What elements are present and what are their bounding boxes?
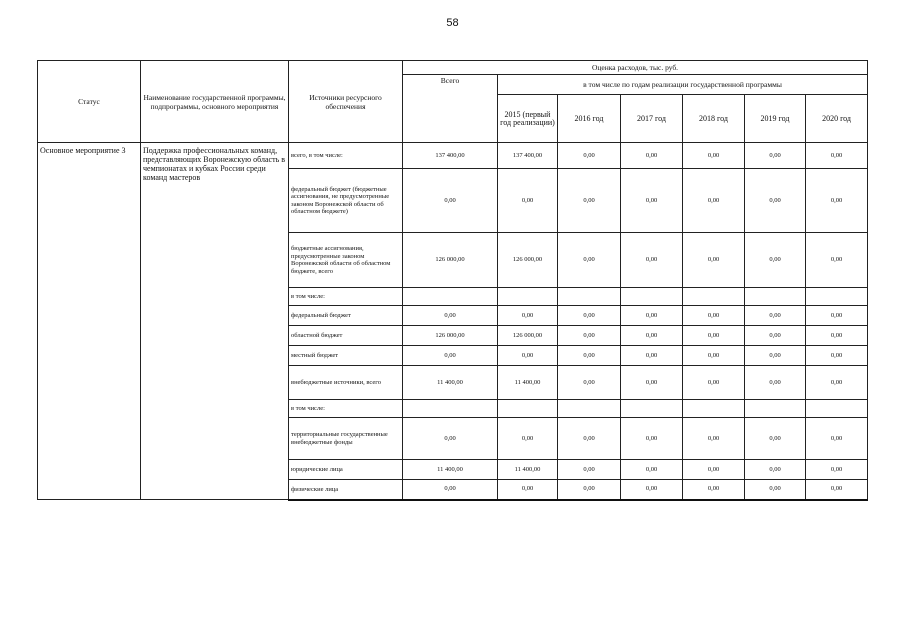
row-status: Основное мероприятие 3 bbox=[38, 143, 141, 500]
year-cell: 0,00 bbox=[498, 306, 558, 326]
year-cell: 0,00 bbox=[683, 480, 745, 500]
year-cell: 11 400,00 bbox=[498, 460, 558, 480]
year-cell: 0,00 bbox=[806, 346, 868, 366]
source-label: всего, в том числе: bbox=[289, 143, 403, 169]
year-cell: 0,00 bbox=[745, 306, 806, 326]
year-cell: 0,00 bbox=[621, 418, 683, 460]
year-cell bbox=[683, 288, 745, 306]
total-cell bbox=[403, 288, 498, 306]
year-cell: 0,00 bbox=[745, 418, 806, 460]
year-cell: 0,00 bbox=[558, 169, 621, 233]
year-cell bbox=[683, 400, 745, 418]
source-label: местный бюджет bbox=[289, 346, 403, 366]
year-cell: 0,00 bbox=[621, 326, 683, 346]
total-cell: 11 400,00 bbox=[403, 366, 498, 400]
year-cell: 0,00 bbox=[621, 169, 683, 233]
year-cell bbox=[806, 400, 868, 418]
year-cell bbox=[558, 400, 621, 418]
year-cell: 0,00 bbox=[558, 306, 621, 326]
year-cell: 0,00 bbox=[498, 169, 558, 233]
year-cell: 0,00 bbox=[558, 233, 621, 288]
year-cell: 0,00 bbox=[558, 480, 621, 500]
source-label: в том числе: bbox=[289, 288, 403, 306]
source-label: в том числе: bbox=[289, 400, 403, 418]
year-cell: 0,00 bbox=[745, 480, 806, 500]
year-cell: 0,00 bbox=[621, 480, 683, 500]
year-cell: 0,00 bbox=[558, 346, 621, 366]
year-cell: 0,00 bbox=[558, 418, 621, 460]
header-year-2017: 2017 год bbox=[621, 95, 683, 143]
year-cell: 0,00 bbox=[498, 346, 558, 366]
source-label: федеральный бюджет (бюджетные ассигнования, не предусмотренные законом Воронежской области об областном бюджете) bbox=[289, 169, 403, 233]
total-cell: 11 400,00 bbox=[403, 460, 498, 480]
year-cell: 0,00 bbox=[683, 169, 745, 233]
row-name: Поддержка профессиональных команд, представляющих Воронежскую область в чемпионатах и кубках России среди команд мастеров bbox=[141, 143, 289, 500]
year-cell: 11 400,00 bbox=[498, 366, 558, 400]
year-cell: 0,00 bbox=[558, 143, 621, 169]
year-cell: 0,00 bbox=[621, 460, 683, 480]
year-cell: 0,00 bbox=[498, 418, 558, 460]
source-label: внебюджетные источники, всего bbox=[289, 366, 403, 400]
year-cell: 0,00 bbox=[806, 460, 868, 480]
year-cell bbox=[498, 288, 558, 306]
year-cell: 126 000,00 bbox=[498, 233, 558, 288]
header-year-2020: 2020 год bbox=[806, 95, 868, 143]
year-cell: 0,00 bbox=[806, 326, 868, 346]
total-cell: 0,00 bbox=[403, 346, 498, 366]
header-by-years: в том числе по годам реализации государственной программы bbox=[498, 75, 868, 95]
year-cell: 0,00 bbox=[683, 346, 745, 366]
year-cell: 0,00 bbox=[745, 366, 806, 400]
year-cell: 0,00 bbox=[745, 169, 806, 233]
year-cell: 0,00 bbox=[745, 326, 806, 346]
header-year-2018: 2018 год bbox=[683, 95, 745, 143]
year-cell: 0,00 bbox=[683, 326, 745, 346]
year-cell: 0,00 bbox=[806, 143, 868, 169]
year-cell: 126 000,00 bbox=[498, 326, 558, 346]
budget-table bbox=[37, 60, 868, 501]
table-row bbox=[38, 143, 868, 169]
year-cell bbox=[621, 400, 683, 418]
source-label: территориальные государственные внебюджетные фонды bbox=[289, 418, 403, 460]
year-cell: 0,00 bbox=[683, 143, 745, 169]
year-cell: 0,00 bbox=[558, 460, 621, 480]
total-cell: 0,00 bbox=[403, 418, 498, 460]
total-cell: 0,00 bbox=[403, 306, 498, 326]
year-cell: 0,00 bbox=[745, 346, 806, 366]
year-cell: 137 400,00 bbox=[498, 143, 558, 169]
year-cell: 0,00 bbox=[745, 143, 806, 169]
header-status: Статус bbox=[38, 61, 141, 143]
total-cell: 0,00 bbox=[403, 480, 498, 500]
year-cell: 0,00 bbox=[621, 306, 683, 326]
year-cell bbox=[745, 288, 806, 306]
total-cell: 126 000,00 bbox=[403, 326, 498, 346]
year-cell bbox=[621, 288, 683, 306]
year-cell: 0,00 bbox=[806, 480, 868, 500]
header-estimate: Оценка расходов, тыс. руб. bbox=[403, 61, 868, 75]
year-cell: 0,00 bbox=[683, 418, 745, 460]
year-cell: 0,00 bbox=[806, 306, 868, 326]
header-year-2015: 2015 (первый год реализации) bbox=[498, 95, 558, 143]
source-label: юридические лица bbox=[289, 460, 403, 480]
year-cell bbox=[498, 400, 558, 418]
header-name: Наименование государственной программы, подпрограммы, основного мероприятия bbox=[141, 61, 289, 143]
year-cell: 0,00 bbox=[621, 233, 683, 288]
header-sources: Источники ресурсного обеспечения bbox=[289, 61, 403, 143]
source-label: областной бюджет bbox=[289, 326, 403, 346]
year-cell: 0,00 bbox=[806, 366, 868, 400]
year-cell: 0,00 bbox=[683, 366, 745, 400]
header-year-2019: 2019 год bbox=[745, 95, 806, 143]
total-cell: 0,00 bbox=[403, 169, 498, 233]
source-label: федеральный бюджет bbox=[289, 306, 403, 326]
source-label: бюджетные ассигнования, предусмотренные законом Воронежской области об областном бюджете, всего bbox=[289, 233, 403, 288]
total-cell bbox=[403, 400, 498, 418]
year-cell: 0,00 bbox=[558, 326, 621, 346]
year-cell: 0,00 bbox=[621, 366, 683, 400]
year-cell: 0,00 bbox=[558, 366, 621, 400]
source-label: физические лица bbox=[289, 480, 403, 500]
year-cell bbox=[806, 288, 868, 306]
year-cell: 0,00 bbox=[683, 233, 745, 288]
page-number: 58 bbox=[446, 17, 459, 29]
year-cell: 0,00 bbox=[806, 233, 868, 288]
header-total: Всего bbox=[403, 75, 498, 143]
total-cell: 137 400,00 bbox=[403, 143, 498, 169]
year-cell: 0,00 bbox=[745, 233, 806, 288]
year-cell bbox=[558, 288, 621, 306]
year-cell: 0,00 bbox=[621, 143, 683, 169]
year-cell: 0,00 bbox=[683, 460, 745, 480]
year-cell bbox=[745, 400, 806, 418]
total-cell: 126 000,00 bbox=[403, 233, 498, 288]
year-cell: 0,00 bbox=[683, 306, 745, 326]
year-cell: 0,00 bbox=[806, 169, 868, 233]
header-year-2016: 2016 год bbox=[558, 95, 621, 143]
year-cell: 0,00 bbox=[498, 480, 558, 500]
year-cell: 0,00 bbox=[621, 346, 683, 366]
year-cell: 0,00 bbox=[806, 418, 868, 460]
year-cell: 0,00 bbox=[745, 460, 806, 480]
